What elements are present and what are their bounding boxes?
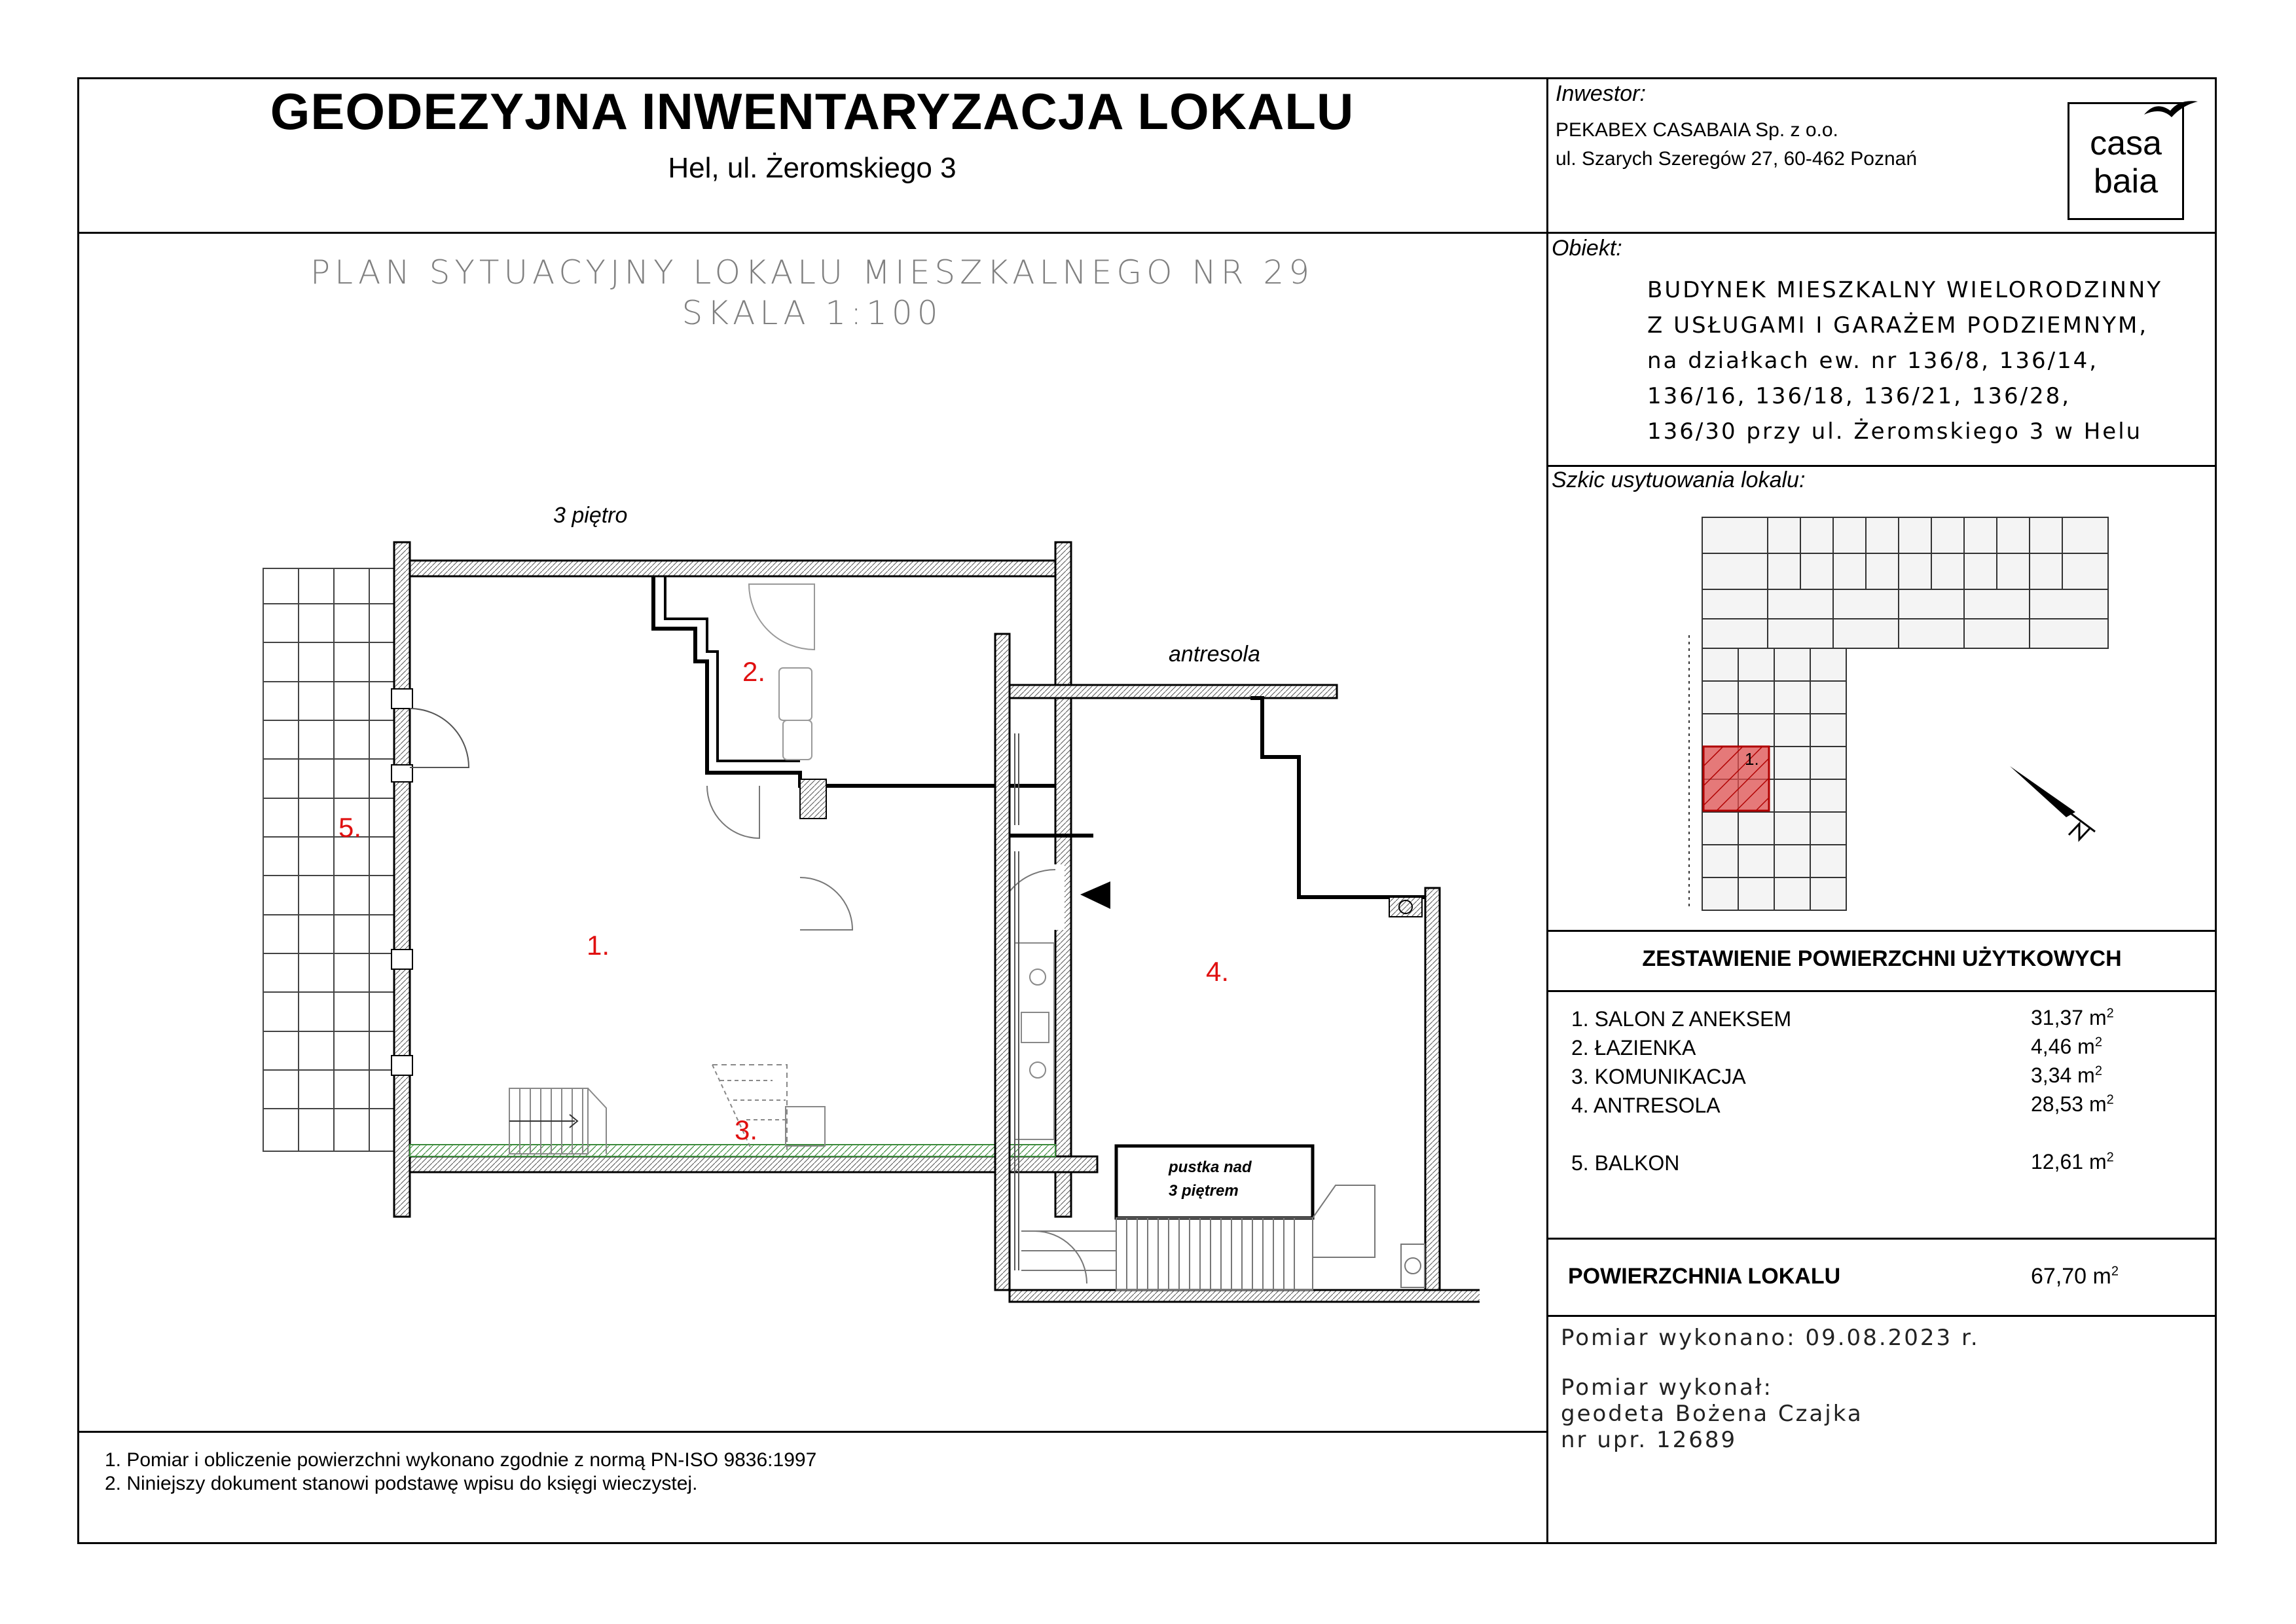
summary-row-value: 31,37 $m^2$: [2031, 1006, 2114, 1029]
summary-row-value: 12,61 $m^2$: [2031, 1150, 2114, 1173]
object-divider: [1547, 465, 2217, 467]
floor-plan-drawing: [249, 524, 1480, 1336]
summary-divider: [1547, 990, 2217, 992]
summary-row-name: 5. BALKON: [1571, 1151, 1680, 1175]
plan-title-line: PLAN SYTUACYJNY LOKALU MIESZKALNEGO NR 29: [310, 253, 1315, 291]
north-arrow-icon: [2010, 766, 2095, 840]
summary-heading: ZESTAWIENIE POWIERZCHNI UŻYTKOWYCH: [1642, 946, 2122, 971]
investor-address: ul. Szarych Szeregów 27, 60-462 Poznań: [1556, 148, 1917, 170]
room-label-4: 4.: [1206, 956, 1230, 987]
total-area-label: POWIERZCHNIA LOKALU: [1568, 1264, 1841, 1289]
summary-row-name: 1. SALON Z ANEKSEM: [1571, 1007, 1792, 1031]
investor-name: PEKABEX CASABAIA Sp. z o.o.: [1556, 119, 1838, 141]
plan-title: [77, 252, 1547, 333]
object-line-5: 136/30 przy ul. Żeromskiego 3 w Helu: [1647, 418, 2143, 445]
void-label-2: 3 piętrem: [1169, 1182, 1239, 1200]
room-label-2: 2.: [742, 656, 766, 687]
total-divider-bottom: [1547, 1315, 2217, 1317]
seagull-icon: [2141, 95, 2200, 121]
mezzanine-label: antresola: [1169, 642, 1260, 667]
logo-text-bottom: baia: [2093, 162, 2159, 200]
investor-label: Inwestor:: [1556, 81, 1646, 106]
floor-label: 3 piętro: [553, 503, 628, 528]
survey-date: Pomiar wykonano: 09.08.2023 r.: [1561, 1325, 1980, 1351]
room-label-3: 3.: [735, 1115, 758, 1145]
sketch-marker: 1.: [1745, 749, 1759, 769]
summary-row-name: 3. KOMUNIKACJA: [1571, 1065, 1746, 1088]
summary-row-value: 28,53 $m^2$: [2031, 1092, 2114, 1116]
survey-by-label: Pomiar wykonał:: [1561, 1375, 1773, 1401]
sketch-label: Szkic usytuowania lokalu:: [1552, 468, 1806, 492]
logo-text-top: casa: [2090, 124, 2162, 162]
note-1: 1. Pomiar i obliczenie powierzchni wykonano zgodnie z normą PN-ISO 9836:1997: [105, 1449, 817, 1471]
surveyor-name: geodeta Bożena Czajka: [1561, 1401, 1863, 1427]
total-area-value: 67,70 $m^2$: [2031, 1264, 2119, 1289]
object-line-1: BUDYNEK MIESZKALNY WIELORODZINNY: [1647, 277, 2163, 303]
sketch-divider: [1547, 930, 2217, 932]
summary-row-value: 4,46 $m^2$: [2031, 1035, 2102, 1058]
document-title: GEODEZYJNA INWENTARYZACJA LOKALU: [270, 83, 1355, 140]
entrance-arrow-icon: [1080, 881, 1110, 909]
object-line-4: 136/16, 136/18, 136/21, 136/28,: [1647, 383, 2071, 409]
total-divider-top: [1547, 1238, 2217, 1240]
summary-row-value: 3,34 $m^2$: [2031, 1063, 2102, 1087]
document-address: Hel, ul. Żeromskiego 3: [668, 152, 957, 184]
site-location-sketch: [1676, 504, 2128, 923]
note-2: 2. Niniejszy dokument stanowi podstawę wpisu do księgi wieczystej.: [105, 1473, 698, 1494]
room-label-5: 5.: [338, 812, 362, 843]
object-label: Obiekt:: [1552, 236, 1622, 261]
surveyor-license: nr upr. 12689: [1561, 1427, 1738, 1453]
third-floor-plan: [263, 542, 1097, 1217]
void-label-1: pustka nad: [1169, 1158, 1252, 1176]
header-divider: [77, 232, 2217, 234]
object-line-2: Z USŁUGAMI I GARAŻEM PODZIEMNYM,: [1647, 312, 2149, 339]
notes-divider: [77, 1431, 1547, 1433]
casabaia-logo: [2068, 102, 2184, 220]
object-line-3: na działkach ew. nr 136/8, 136/14,: [1647, 348, 2099, 374]
summary-row-name: 2. ŁAZIENKA: [1571, 1036, 1696, 1060]
room-label-1: 1.: [587, 930, 610, 961]
plan-scale: SKALA 1:100: [682, 294, 943, 332]
summary-row-name: 4. ANTRESOLA: [1571, 1094, 1721, 1117]
